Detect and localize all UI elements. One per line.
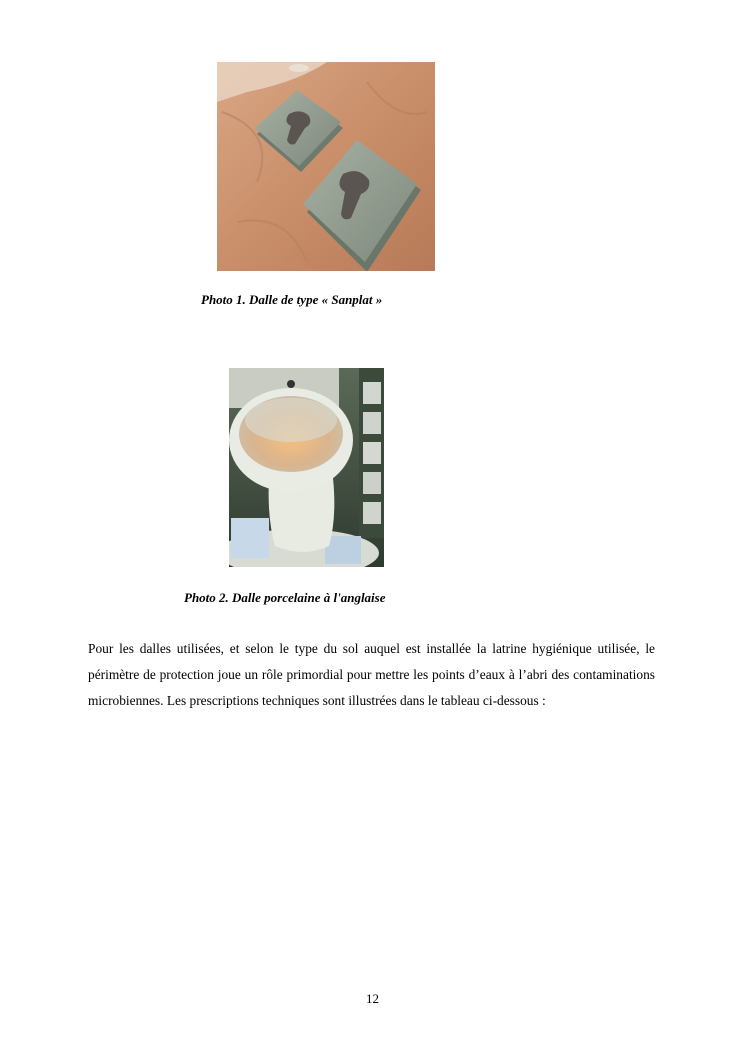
photo-1-caption: Photo 1. Dalle de type « Sanplat »	[201, 292, 383, 307]
body-paragraph: Pour les dalles utilisées, et selon le type du sol auquel est installée la latrine hygiénique utilisée, le périmètre de protection joue un rôle primordial pour mettre les points d’eaux à l’abri des contaminations microbiennes. Les prescriptions techniques sont illustrées dans le tableau ci-dessous :	[88, 641, 655, 709]
photo-sanplat-slabs	[217, 62, 435, 271]
photo-2-caption: Photo 2. Dalle porcelaine à l'anglaise	[184, 590, 386, 605]
page-number: 12	[366, 991, 379, 1006]
photo-porcelain-toilet	[229, 368, 384, 567]
